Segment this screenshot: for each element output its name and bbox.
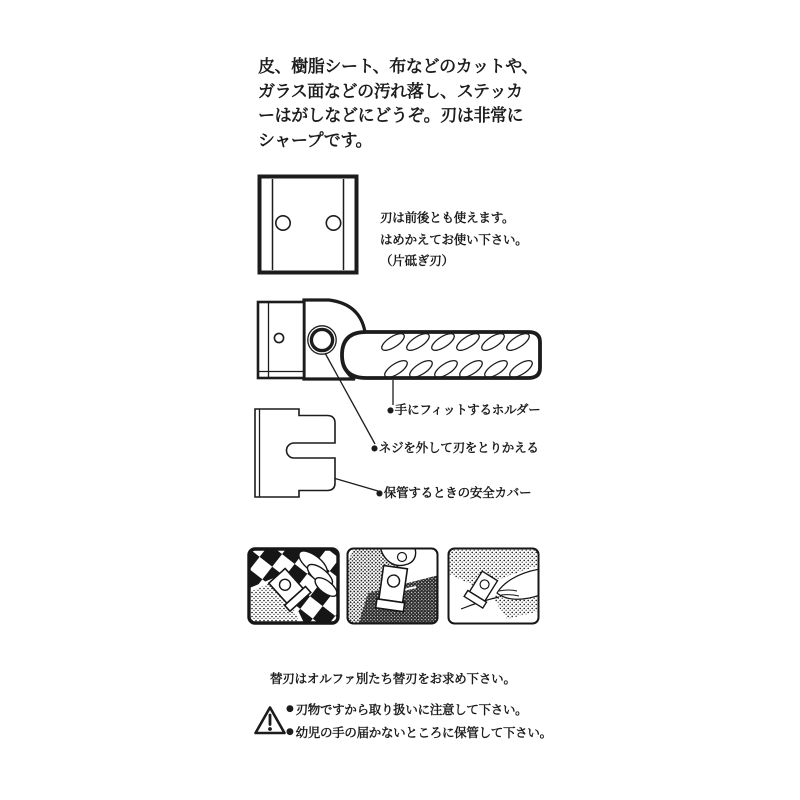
bullet-icon: ● — [371, 443, 378, 452]
leader-cover — [330, 477, 378, 491]
bullet-icon: ● — [286, 704, 294, 714]
usage-photo-checkered-floor — [247, 547, 340, 625]
intro-line: ガラス面などの汚れ落し、ステッカ — [258, 81, 523, 102]
warning-triangle-icon — [253, 704, 287, 736]
warning-item-text: 刃物ですから取り扱いに注意して下さい。 — [295, 702, 528, 717]
safety-cover — [255, 409, 335, 497]
callout-cover — [376, 483, 531, 501]
callout-screw — [371, 438, 539, 456]
usage-photo-dark-surface — [346, 547, 439, 625]
warning-item-text: 幼児の手の届かないところに保管して下さい。 — [295, 725, 552, 740]
bullet-icon: ● — [387, 405, 394, 414]
spare-blade-diagram — [257, 174, 359, 275]
intro-line: ーはがしなどにどうぞ。刃は非常に — [258, 106, 524, 126]
replacement-note: 替刃はオルファ別たち替刃をお求め下さい。 — [270, 671, 516, 686]
bullet-icon: ● — [286, 727, 294, 737]
blade-note-line: はめかえてお使い下さい。 — [380, 231, 528, 247]
callout-holder — [387, 400, 541, 418]
callout-screw-label: ネジを外して刃をとりかえる — [378, 440, 539, 455]
blade-note-line: （片砥ぎ刃） — [380, 253, 454, 268]
warning-item — [286, 698, 552, 721]
callout-holder-label: 手にフィットするホルダー — [394, 402, 541, 417]
tool-blade-holder — [258, 302, 304, 378]
bullet-icon: ● — [376, 488, 383, 497]
holder-hole-icon — [274, 333, 283, 342]
screw-icon — [308, 326, 336, 354]
usage-photo-cutting — [447, 547, 540, 625]
blade-note — [380, 207, 528, 272]
warning-notes — [286, 698, 552, 744]
tool-handle — [342, 332, 540, 378]
callout-cover-label: 保管するときの安全カバー — [383, 485, 532, 500]
intro-line: 皮、樹脂シート、布などのカットや、 — [258, 57, 539, 77]
intro-line: シャープです。 — [258, 130, 373, 151]
intro-paragraph — [258, 55, 538, 153]
warning-item — [286, 721, 552, 744]
blade-note-line: 刃は前後とも使えます。 — [380, 210, 515, 225]
